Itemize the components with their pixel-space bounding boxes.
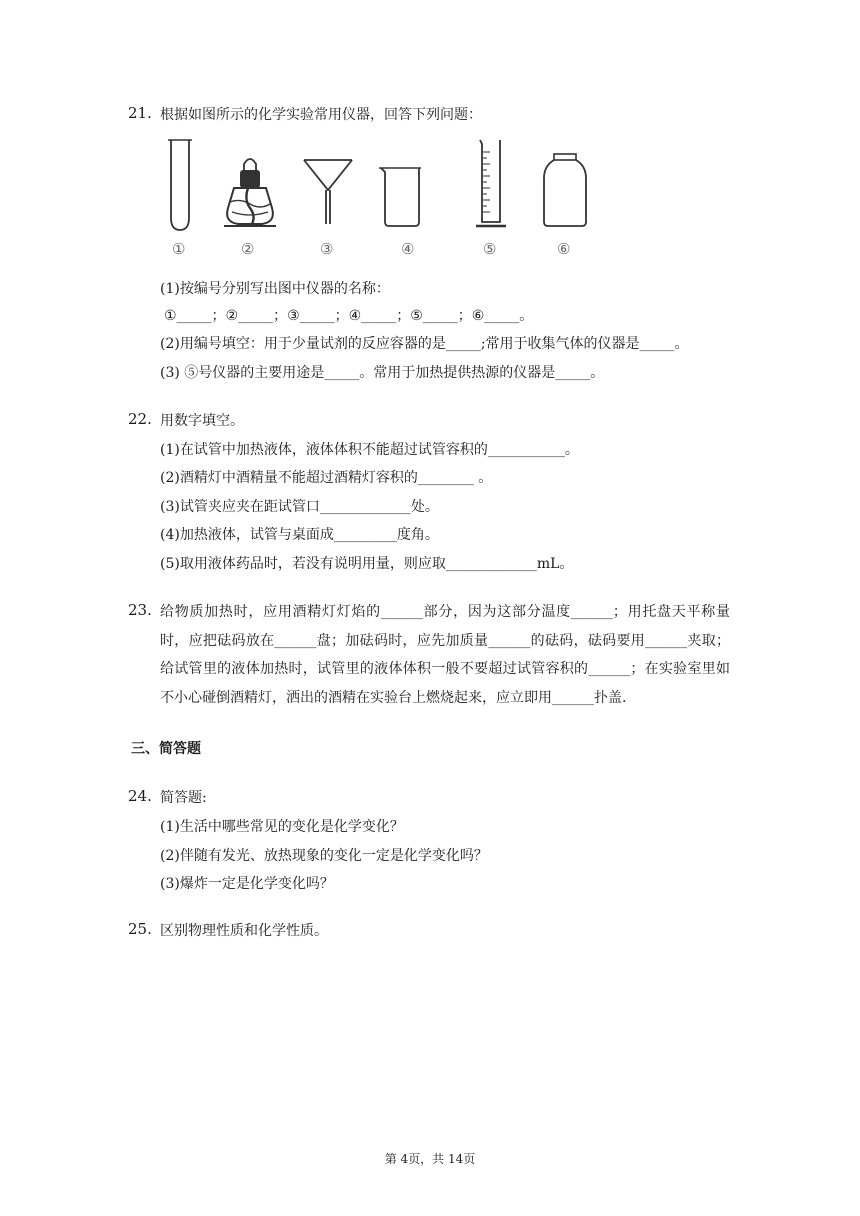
question-part: (2)用编号填空：用于少量试剂的反应容器的是_____;常用于收集气体的仪器是_____。 xyxy=(160,336,689,352)
instrument-label-5: ⑤ xyxy=(483,240,497,258)
instrument-label-2: ② xyxy=(241,240,255,258)
question-part: (2)酒精灯中酒精量不能超过酒精灯容积的________ 。 xyxy=(160,470,493,486)
question-number: 21. xyxy=(128,104,152,122)
instrument-label-6: ⑥ xyxy=(557,240,571,258)
question-number: 23. xyxy=(128,601,152,619)
question-part: (3)爆炸一定是化学变化吗？ xyxy=(160,876,334,892)
section-title: 三、简答题 xyxy=(131,741,201,757)
question-number: 25. xyxy=(128,920,152,938)
question-part: (2)伴随有发光、放热现象的变化一定是化学变化吗？ xyxy=(160,848,488,864)
question-part: (5)取用液体药品时，若没有说明用量，则应取_____________mL。 xyxy=(160,556,574,572)
question-part: (1)在试管中加热液体，液体体积不能超过试管容积的___________。 xyxy=(160,442,579,458)
test-tube-icon xyxy=(165,138,195,234)
alcohol-lamp-icon xyxy=(220,138,280,234)
question-number: 22. xyxy=(128,410,152,428)
question-part: (3)试管夹应夹在距试管口_____________处。 xyxy=(160,499,439,515)
page-footer: 第 4页，共 14页 xyxy=(384,1152,476,1166)
question-number: 24. xyxy=(128,787,152,805)
question-stem: 用数字填空。 xyxy=(160,413,244,429)
funnel-icon xyxy=(302,138,354,234)
question-text: 给物质加热时，应用酒精灯灯焰的______部分，因为这部分温度______；用托盘天平称量时，应把砝码放在______盘；加砝码时，应先加质量______的砝码，砝码要用______夹取；给试管里的液体加热时，试管里的液体体积一般不要超过试管容积的______；在实验室里如不小心碰倒酒精灯，洒出的酒精在实验台上燃烧起来，应立即用______扑盖. xyxy=(160,604,730,706)
question-stem: 简答题: xyxy=(160,790,207,806)
gas-collecting-bottle-icon xyxy=(540,138,590,234)
question-part: (4)加热液体，试管与桌面成_________度角。 xyxy=(160,527,439,543)
graduated-cylinder-icon xyxy=(474,138,508,234)
instrument-label-3: ③ xyxy=(320,240,334,258)
instrument-label-1: ① xyxy=(172,240,186,258)
question-part: ①_____；②_____；③_____；④_____；⑤_____；⑥_____。 xyxy=(164,308,534,324)
question-part: (1)生活中哪些常见的变化是化学变化？ xyxy=(160,819,404,835)
question-part: (1)按编号分别写出图中仪器的名称： xyxy=(160,281,390,297)
question-stem: 根据如图所示的化学实验常用仪器，回答下列问题： xyxy=(160,107,482,123)
question-part: (3) ⑤号仪器的主要用途是_____。常用于加热提供热源的仪器是_____。 xyxy=(160,365,605,381)
question-stem: 区别物理性质和化学性质。 xyxy=(160,923,328,939)
instrument-label-4: ④ xyxy=(401,240,415,258)
beaker-icon xyxy=(377,138,427,234)
